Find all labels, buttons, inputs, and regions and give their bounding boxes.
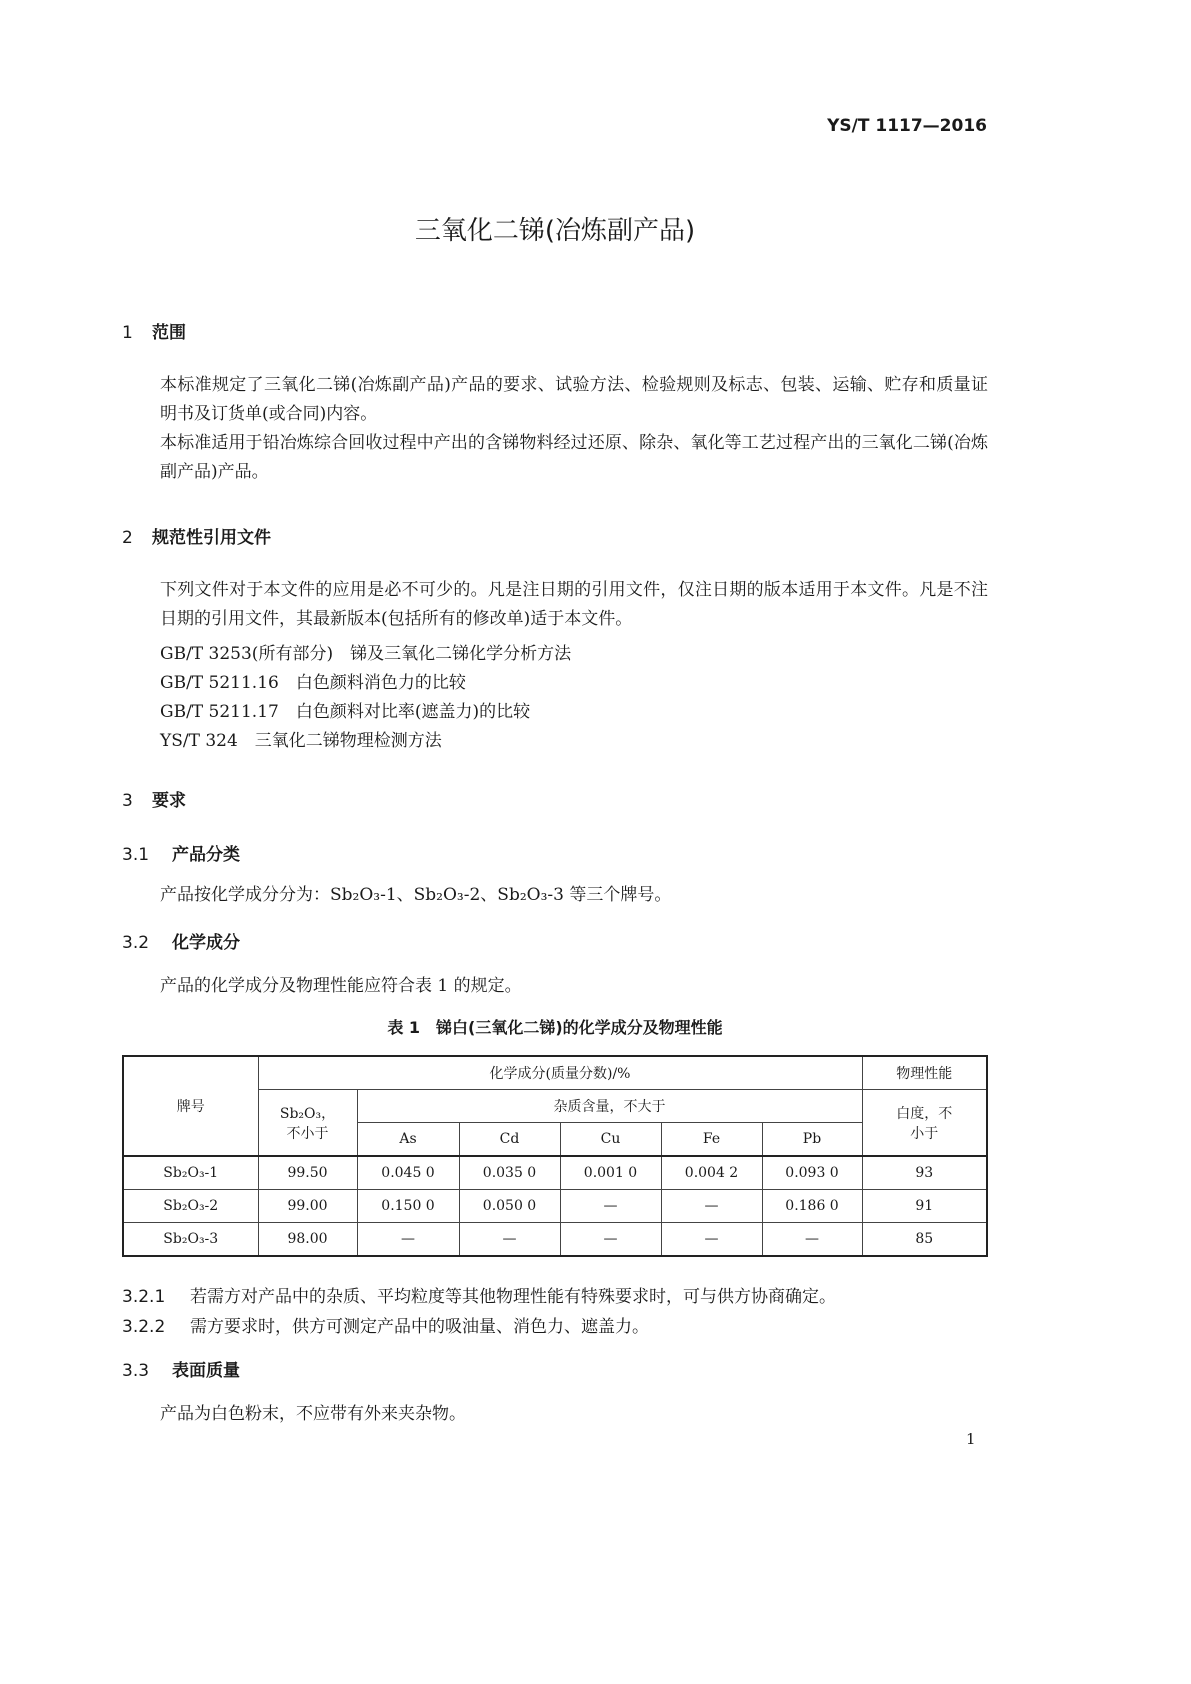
- cell: 0.150 0: [357, 1190, 459, 1223]
- header-chem: 化学成分(质量分数)/%: [258, 1056, 862, 1090]
- header-element: Pb: [762, 1123, 862, 1157]
- reference-item: YS/T 324 三氧化二锑物理检测方法: [160, 731, 442, 751]
- cell: 0.186 0: [762, 1190, 862, 1223]
- section-number: 3: [122, 791, 133, 811]
- section-title: 产品分类: [172, 845, 240, 865]
- clause-3-2-1: [122, 1282, 836, 1307]
- section-1-heading: [122, 318, 186, 343]
- section-3-3-heading: [122, 1356, 240, 1381]
- header-element: As: [357, 1123, 459, 1157]
- reference-item: GB/T 5211.16 白色颜料消色力的比较: [160, 673, 466, 693]
- page-number: 1: [966, 1430, 976, 1448]
- paragraph: 产品按化学成分分为：Sb₂O₃-1、Sb₂O₃-2、Sb₂O₃-3 等三个牌号。: [160, 885, 672, 905]
- table-row: [123, 1223, 987, 1257]
- header-phys: 物理性能: [862, 1056, 987, 1090]
- header-element: Cu: [560, 1123, 661, 1157]
- section-number: 3.2.2: [122, 1317, 166, 1337]
- cell: 0.035 0: [459, 1156, 560, 1190]
- cell: 99.50: [258, 1156, 357, 1190]
- table-row: [123, 1156, 987, 1190]
- cell: 99.00: [258, 1190, 357, 1223]
- section-number: 2: [122, 528, 133, 548]
- cell: Sb₂O₃-2: [123, 1190, 258, 1223]
- cell: 0.045 0: [357, 1156, 459, 1190]
- paragraph: 产品为白色粉末，不应带有外来夹杂物。: [160, 1404, 466, 1424]
- section-number: 3.3: [122, 1361, 150, 1381]
- header-grade: 牌号: [123, 1056, 258, 1156]
- header-impurity: 杂质含量，不大于: [357, 1090, 862, 1123]
- cell: —: [762, 1223, 862, 1257]
- paragraph: 本标准规定了三氧化二锑(冶炼副产品)产品的要求、试验方法、检验规则及标志、包装、运输、贮存和质量证明书及订货单(或合同)内容。: [160, 375, 988, 424]
- table-caption: 表 1 锑白(三氧化二锑)的化学成分及物理性能: [387, 1018, 723, 1037]
- section-title: 化学成分: [172, 933, 240, 953]
- section-3-1-heading: [122, 840, 240, 865]
- clause-text: 需方要求时，供方可测定产品中的吸油量、消色力、遮盖力。: [190, 1317, 649, 1337]
- cell: —: [661, 1190, 762, 1223]
- section-title: 表面质量: [172, 1361, 240, 1381]
- section-3-2-heading: [122, 928, 240, 953]
- cell: Sb₂O₃-1: [123, 1156, 258, 1190]
- section-2-heading: [122, 523, 271, 548]
- cell: 91: [862, 1190, 987, 1223]
- cell: —: [560, 1223, 661, 1257]
- paragraph: 产品的化学成分及物理性能应符合表 1 的规定。: [160, 976, 522, 996]
- cell: —: [560, 1190, 661, 1223]
- section-number: 3.1: [122, 845, 150, 865]
- document-title: 三氧化二锑(冶炼副产品): [414, 216, 696, 246]
- header-element: Fe: [661, 1123, 762, 1157]
- cell: 98.00: [258, 1223, 357, 1257]
- cell: 93: [862, 1156, 987, 1190]
- cell: 0.001 0: [560, 1156, 661, 1190]
- clause-3-2-2: [122, 1312, 649, 1337]
- header-sb2o3: Sb₂O₃，不小于: [258, 1090, 357, 1157]
- header-whiteness: 白度，不小于: [862, 1090, 987, 1157]
- reference-item: GB/T 5211.17 白色颜料对比率(遮盖力)的比较: [160, 702, 531, 722]
- cell: 0.050 0: [459, 1190, 560, 1223]
- paragraph: 本标准适用于铅冶炼综合回收过程中产出的含锑物料经过还原、除杂、氧化等工艺过程产出的三氧化二锑(冶炼副产品)产品。: [160, 433, 988, 482]
- section-title: 范围: [152, 323, 186, 343]
- paragraph: 下列文件对于本文件的应用是必不可少的。凡是注日期的引用文件，仅注日期的版本适用于本文件。凡是不注日期的引用文件，其最新版本(包括所有的修改单)适于本文件。: [160, 580, 988, 629]
- section-number: 3.2.1: [122, 1287, 166, 1307]
- cell: 85: [862, 1223, 987, 1257]
- standard-number: YS/T 1117—2016: [827, 116, 987, 136]
- cell: —: [661, 1223, 762, 1257]
- cell: Sb₂O₃-3: [123, 1223, 258, 1257]
- table-row: [123, 1190, 987, 1223]
- section-number: 1: [122, 323, 133, 343]
- reference-item: GB/T 3253(所有部分) 锑及三氧化二锑化学分析方法: [160, 644, 572, 664]
- cell: —: [459, 1223, 560, 1257]
- cell: 0.093 0: [762, 1156, 862, 1190]
- section-title: 规范性引用文件: [152, 528, 271, 548]
- section-3-heading: [122, 786, 186, 811]
- section-number: 3.2: [122, 933, 150, 953]
- clause-text: 若需方对产品中的杂质、平均粒度等其他物理性能有特殊要求时，可与供方协商确定。: [190, 1287, 836, 1307]
- section-title: 要求: [152, 791, 186, 811]
- cell: —: [357, 1223, 459, 1257]
- chemical-composition-table: [122, 1055, 988, 1257]
- header-element: Cd: [459, 1123, 560, 1157]
- cell: 0.004 2: [661, 1156, 762, 1190]
